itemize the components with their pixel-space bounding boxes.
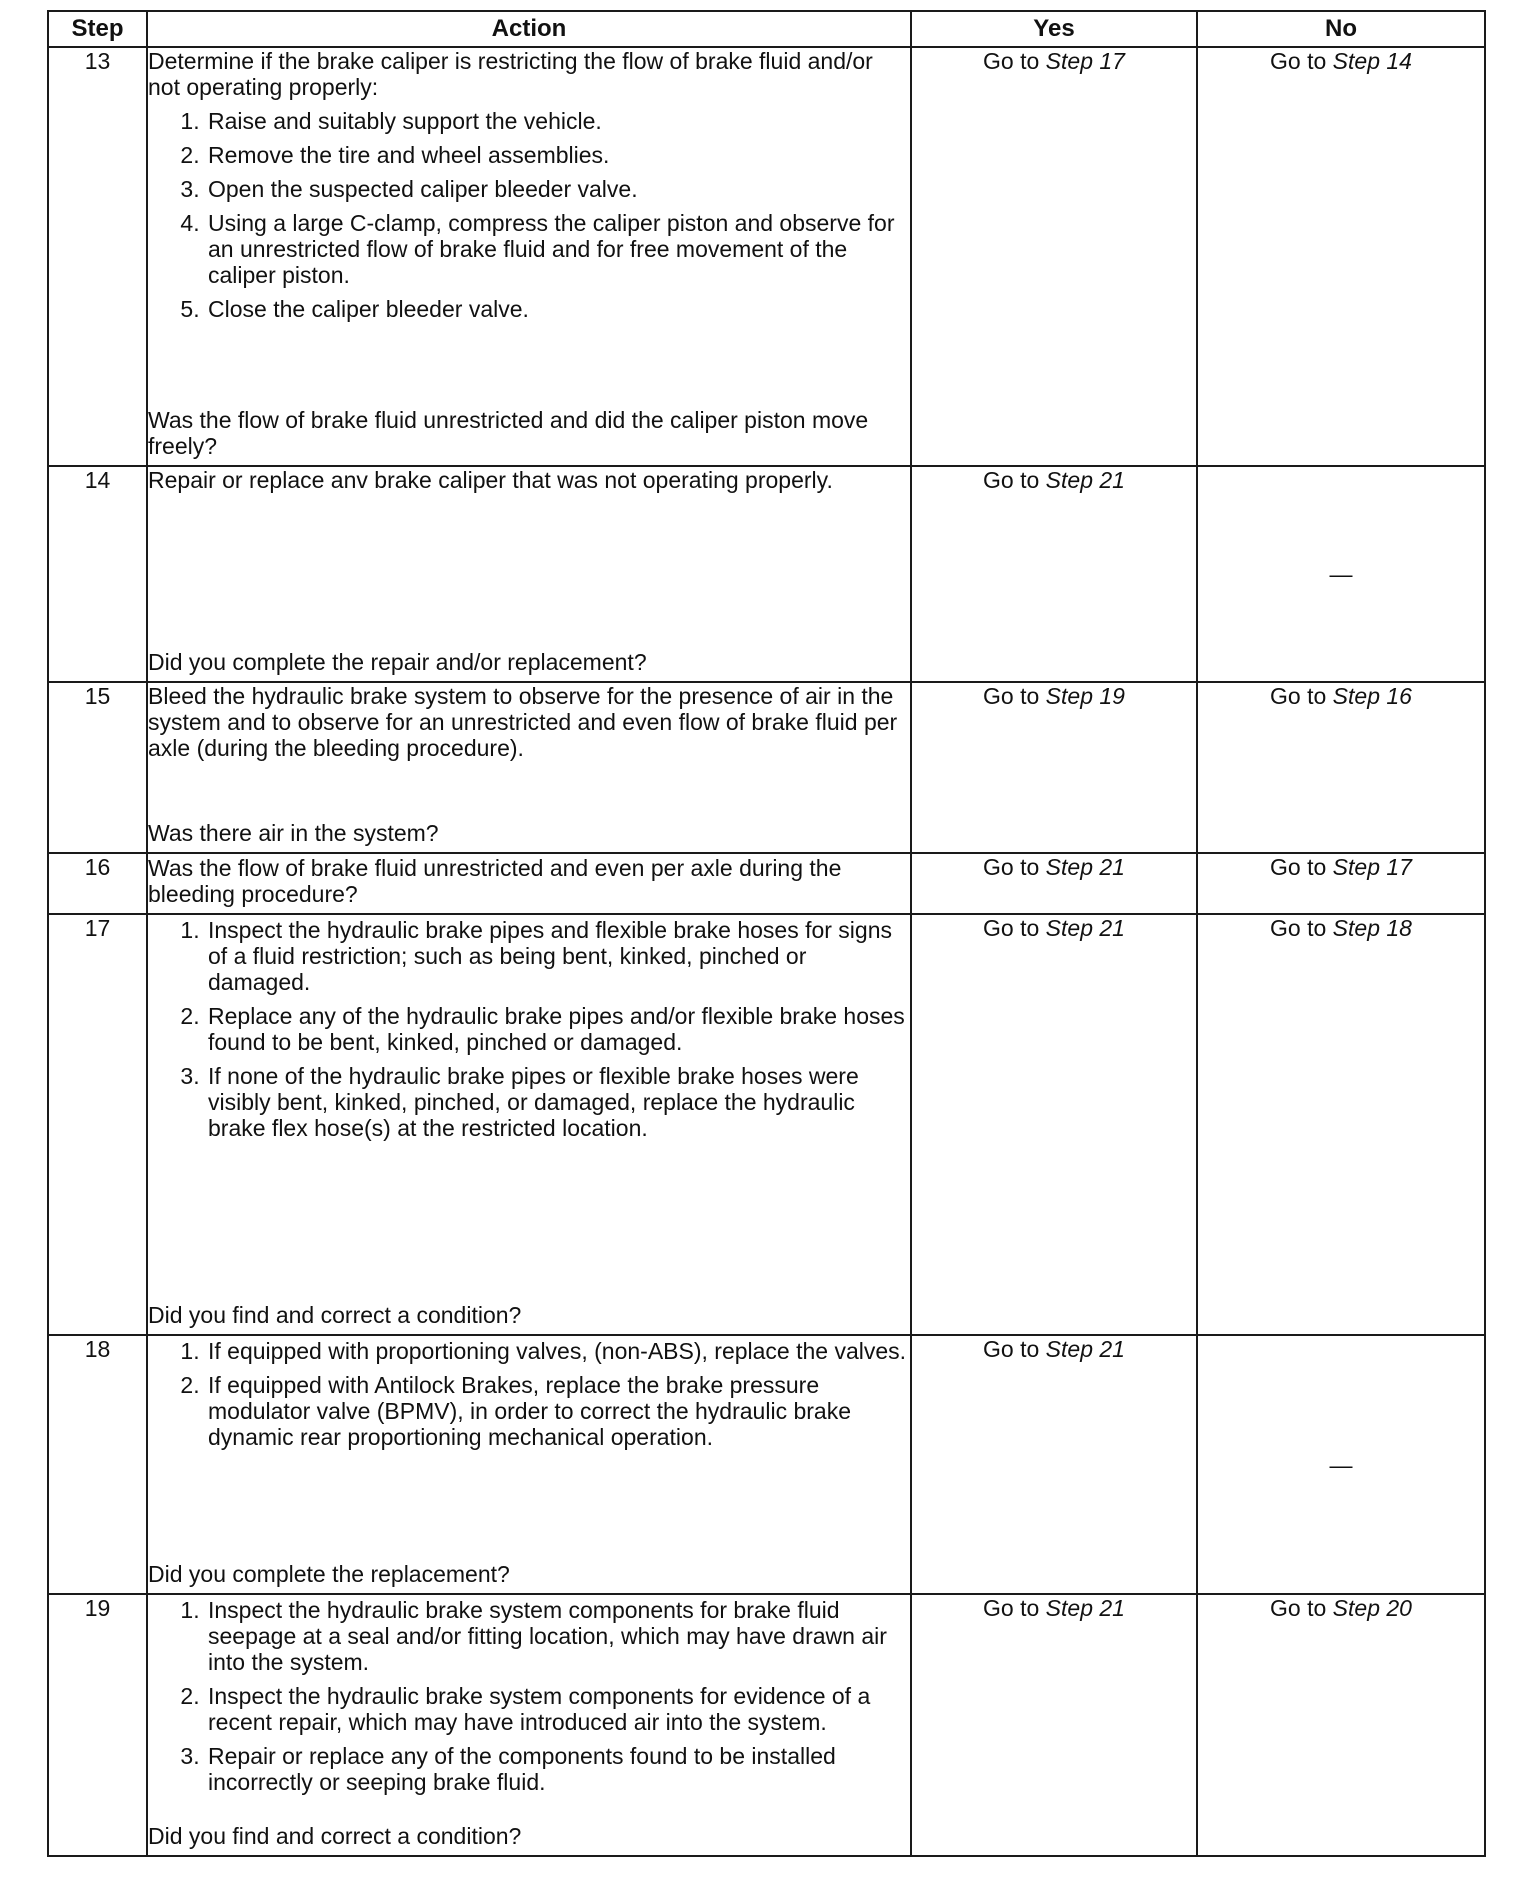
table-row	[48, 914, 1485, 1335]
go-to-prefix: Go to	[1270, 854, 1327, 880]
diagnostic-table-sheet	[47, 10, 1484, 1857]
action-content	[148, 854, 910, 907]
go-to-yes	[983, 1336, 1125, 1362]
action-intro: Bleed the hydraulic brake system to observe for the presence of air in the system and to observe for an unrestricted and even flow of brake fluid per axle (during the bleeding procedure).	[148, 683, 898, 761]
action-steps-list	[148, 917, 910, 1141]
no-result	[1197, 682, 1485, 853]
go-to-yes	[983, 48, 1125, 74]
yes-result	[911, 466, 1197, 682]
action-cell	[147, 682, 911, 853]
target-step-link[interactable]: Step 16	[1332, 683, 1412, 709]
target-step-link[interactable]: Step 21	[1045, 467, 1125, 493]
go-to-no	[1270, 1595, 1412, 1621]
table-row	[48, 853, 1485, 914]
action-cell	[147, 914, 911, 1335]
action-question: Did you complete the replacement?	[148, 1561, 510, 1587]
action-question: Was there air in the system?	[148, 820, 439, 846]
go-to-no	[1270, 915, 1412, 941]
list-item: 3. Repair or replace any of the components found to be installed incorrectly or seeping brake fluid.	[206, 1743, 910, 1795]
action-question: Did you find and correct a condition?	[148, 1823, 522, 1849]
go-to-no	[1270, 48, 1412, 74]
yes-result	[911, 1335, 1197, 1594]
action-cell	[147, 1335, 911, 1594]
action-question: Did you complete the repair and/or replacement?	[148, 649, 647, 675]
go-to-yes	[983, 915, 1125, 941]
table-row	[48, 1335, 1485, 1594]
list-item: 1. Inspect the hydraulic brake system components for brake fluid seepage at a seal and/or fitting location, which may have drawn air into the system.	[206, 1597, 910, 1675]
go-to-prefix: Go to	[1270, 1595, 1327, 1621]
action-question: Was the flow of brake fluid unrestricted and did the caliper piston move freely?	[148, 407, 869, 459]
table-row	[48, 466, 1485, 682]
target-step-link[interactable]: Step 20	[1332, 1595, 1412, 1621]
list-item: 2. Remove the tire and wheel assemblies.	[206, 142, 910, 168]
step-number: 14	[48, 466, 147, 682]
list-item: 2. Replace any of the hydraulic brake pipes and/or flexible brake hoses found to be bent, kinked, pinched or damaged.	[206, 1003, 910, 1055]
diagnostic-table	[47, 10, 1486, 1857]
header-step: Step	[48, 11, 147, 47]
go-to-prefix: Go to	[983, 48, 1040, 74]
step-number: 18	[48, 1335, 147, 1594]
action-cell	[147, 853, 911, 914]
action-steps-list	[148, 1338, 910, 1450]
action-body	[148, 48, 910, 407]
step-number: 15	[48, 682, 147, 853]
go-to-no	[1270, 854, 1412, 880]
target-step-link[interactable]: Step 21	[1045, 1336, 1125, 1362]
list-item: 1. Inspect the hydraulic brake pipes and flexible brake hoses for signs of a fluid restriction; such as being bent, kinked, pinched or damaged.	[206, 917, 910, 995]
step-number: 13	[48, 47, 147, 466]
go-to-prefix: Go to	[1270, 48, 1327, 74]
step-number: 19	[48, 1594, 147, 1856]
target-step-link[interactable]: Step 18	[1332, 915, 1412, 941]
table-row	[48, 682, 1485, 853]
action-body	[148, 683, 910, 820]
action-content	[148, 1595, 910, 1849]
no-result	[1197, 47, 1485, 466]
yes-result	[911, 682, 1197, 853]
go-to-prefix: Go to	[1270, 915, 1327, 941]
go-to-prefix: Go to	[983, 854, 1040, 880]
list-item: 4. Using a large C-clamp, compress the caliper piston and observe for an unrestricted flow of brake fluid and for free movement of the caliper piston.	[206, 210, 910, 288]
action-cell	[147, 466, 911, 682]
list-item: 5. Close the caliper bleeder valve.	[206, 296, 910, 322]
step-number: 16	[48, 853, 147, 914]
target-step-link[interactable]: Step 21	[1045, 1595, 1125, 1621]
list-item: 1. If equipped with proportioning valves, (non-ABS), replace the valves.	[206, 1338, 910, 1364]
no-result	[1197, 1594, 1485, 1856]
action-question: Was the flow of brake fluid unrestricted and even per axle during the bleeding procedure?	[148, 855, 842, 907]
list-item: 1. Raise and suitably support the vehicle.	[206, 108, 910, 134]
list-item: 3. If none of the hydraulic brake pipes or flexible brake hoses were visibly bent, kinked, pinched, or damaged, replace the hydraulic brake flex hose(s) at the restricted location.	[206, 1063, 910, 1141]
dash-mark: —	[1329, 1451, 1353, 1478]
yes-result	[911, 1594, 1197, 1856]
action-content	[148, 467, 910, 675]
table-row	[48, 47, 1485, 466]
go-to-prefix: Go to	[983, 1336, 1040, 1362]
action-intro: Repair or replace anv brake caliper that was not operating properly.	[148, 467, 833, 493]
go-to-prefix: Go to	[983, 683, 1040, 709]
action-body	[148, 915, 910, 1302]
action-question: Did you find and correct a condition?	[148, 1302, 522, 1328]
action-content	[148, 915, 910, 1328]
yes-result	[911, 853, 1197, 914]
step-number: 17	[48, 914, 147, 1335]
no-result	[1197, 853, 1485, 914]
action-intro: Determine if the brake caliper is restricting the flow of brake fluid and/or not operating properly:	[148, 48, 873, 100]
list-item: 3. Open the suspected caliper bleeder valve.	[206, 176, 910, 202]
no-result	[1197, 466, 1485, 682]
action-content	[148, 683, 910, 846]
go-to-no	[1270, 683, 1412, 709]
action-body	[148, 467, 910, 649]
header-no: No	[1197, 11, 1485, 47]
action-cell	[147, 1594, 911, 1856]
action-body	[148, 1595, 910, 1823]
header-yes: Yes	[911, 11, 1197, 47]
target-step-link[interactable]: Step 19	[1045, 683, 1125, 709]
action-cell	[147, 47, 911, 466]
action-steps-list	[148, 1597, 910, 1795]
target-step-link[interactable]: Step 14	[1332, 48, 1412, 74]
go-to-yes	[983, 1595, 1125, 1621]
target-step-link[interactable]: Step 17	[1045, 48, 1125, 74]
action-content	[148, 48, 910, 459]
dash-mark: —	[1329, 561, 1353, 587]
go-to-prefix: Go to	[983, 467, 1040, 493]
no-result	[1197, 914, 1485, 1335]
action-steps-list	[148, 108, 910, 322]
list-item: 2. Inspect the hydraulic brake system components for evidence of a recent repair, which may have introduced air into the system.	[206, 1683, 910, 1735]
target-step-link[interactable]: Step 17	[1332, 854, 1412, 880]
go-to-yes	[983, 683, 1125, 709]
go-to-yes	[983, 467, 1125, 493]
target-step-link[interactable]: Step 21	[1045, 915, 1125, 941]
yes-result	[911, 914, 1197, 1335]
target-step-link[interactable]: Step 21	[1045, 854, 1125, 880]
go-to-prefix: Go to	[983, 915, 1040, 941]
table-row	[48, 1594, 1485, 1856]
go-to-prefix: Go to	[1270, 683, 1327, 709]
action-content	[148, 1336, 910, 1587]
header-action: Action	[147, 11, 911, 47]
action-body	[148, 1336, 910, 1561]
list-item: 2. If equipped with Antilock Brakes, replace the brake pressure modulator valve (BPMV), in order to correct the hydraulic brake dynamic rear proportioning mechanical operation.	[206, 1372, 910, 1450]
go-to-yes	[983, 854, 1125, 880]
go-to-prefix: Go to	[983, 1595, 1040, 1621]
no-result	[1197, 1335, 1485, 1594]
header-row	[48, 11, 1485, 47]
yes-result	[911, 47, 1197, 466]
